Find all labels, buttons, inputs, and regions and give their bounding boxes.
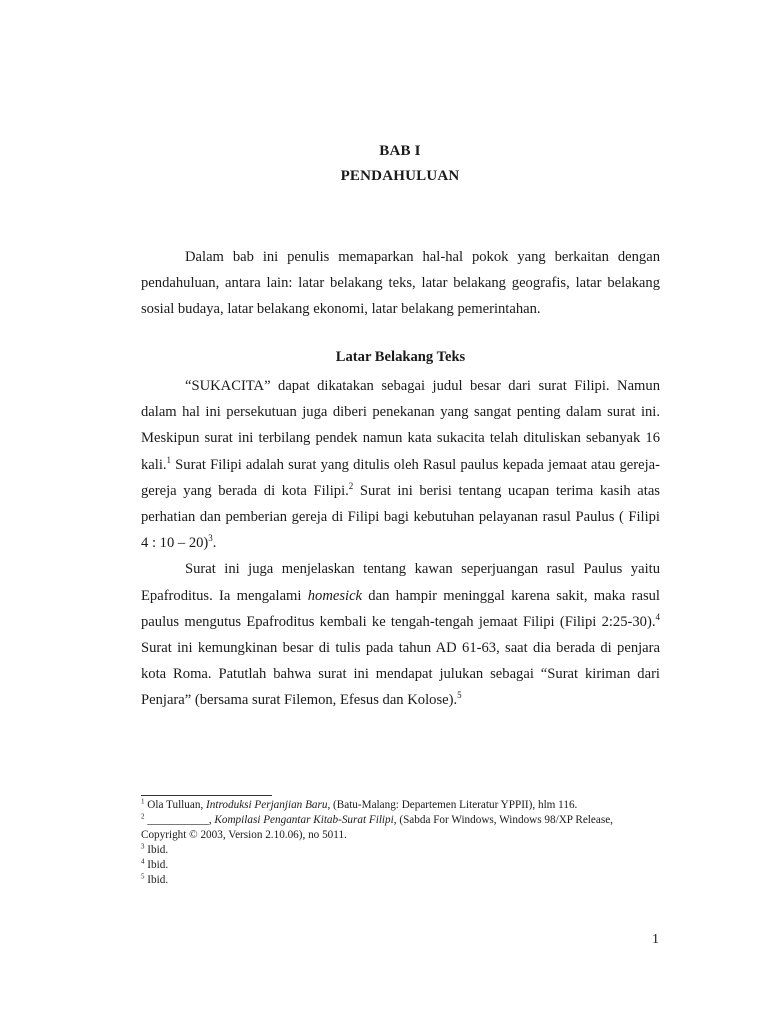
footnote-separator	[141, 795, 272, 796]
footnote-ref-5: 5	[457, 690, 462, 701]
chapter-title: PENDAHULUAN	[340, 168, 460, 184]
footnotes	[141, 798, 660, 888]
footnote-number: 2	[141, 812, 145, 821]
footnote-text: Ola Tulluan,	[144, 799, 207, 811]
footnote-text: Ibid.	[144, 844, 169, 856]
footnote-3	[141, 843, 660, 858]
paragraph-1-text-c: Surat ini berisi tentang ucapan terima kasih atas perhatian dan pemberian gereja di Filipi bagi kebutuhan pelayanan rasul Paulus ( Filipi 4 : 10 – 20)	[141, 482, 660, 552]
footnote-title: Introduksi Perjanjian Baru	[206, 799, 328, 811]
paragraph-1	[141, 373, 660, 556]
footnote-number: 4	[141, 857, 145, 866]
footnote-number: 5	[141, 872, 145, 881]
chapter-label: BAB I	[379, 143, 421, 159]
paragraph-1-text-a: “SUKACITA” dapat dikatakan sebagai judul besar dari surat Filipi. Namun dalam hal ini persekutuan juga diberi penekanan yang sangat penting dalam surat ini. Meskipun surat ini terbilang pendek namun kata sukacita telah dituliskan sebanyak 16 kali.	[141, 378, 660, 473]
section-title: Latar Belakang Teks	[335, 349, 466, 365]
footnote-5	[141, 873, 660, 888]
paragraph-1-text-d: .	[212, 535, 217, 552]
paragraph-2	[141, 556, 660, 713]
intro-text: Dalam bab ini penulis memaparkan hal-hal pokok yang berkaitan dengan pendahuluan, antara lain: latar belakang teks, latar belakang geografis, latar belakang sosial budaya, latar belakang ekonomi, latar belakang pemerintahan.	[141, 249, 660, 318]
intro-paragraph	[141, 244, 660, 323]
footnote-number: 3	[141, 842, 145, 851]
footnote-ref-3: 3	[208, 533, 213, 544]
footnote-title: Kompilasi Pengantar Kitab-Surat Filipi	[214, 814, 394, 826]
footnote-text: ___________,	[144, 814, 215, 826]
paragraph-1-text-b: Surat Filipi adalah surat yang ditulis oleh Rasul paulus kepada jemaat atau gereja-gereja yang berada di kota Filipi.	[141, 456, 660, 499]
footnote-ref-4: 4	[655, 611, 660, 622]
paragraph-2-emphasis: homesick	[307, 587, 363, 604]
footnote-ref-1: 1	[166, 454, 172, 465]
footnote-text: , (Batu-Malang: Departemen Literatur YPPII), hlm 116.	[327, 799, 578, 811]
section-body	[141, 373, 660, 714]
page-number: 1	[652, 932, 659, 947]
paragraph-2-text-b: dan hampir meninggal karena sakit, maka rasul paulus mengutus Epafroditus kembali ke tengah-tengah jemaat Filipi (Filipi 2:25-30).	[141, 587, 660, 630]
footnote-text: Ibid.	[144, 874, 169, 886]
footnote-text: , (Sabda For Windows, Windows 98/XP Release, Copyright © 2003, Version 2.10.06), no 5011.	[141, 814, 613, 841]
paragraph-2-text-c: Surat ini kemungkinan besar di tulis pada tahun AD 61-63, saat dia berada di penjara kota Roma. Patutlah bahwa surat ini mendapat julukan sebagai “Surat kiriman dari Penjara” (bersama surat Filemon, Efesus dan Kolose).	[141, 640, 660, 709]
footnote-text: Ibid.	[144, 859, 169, 871]
footnote-1	[141, 798, 660, 813]
footnote-2	[141, 813, 660, 843]
footnote-ref-2: 2	[348, 480, 354, 491]
paragraph-2-text-a: Surat ini juga menjelaskan tentang kawan seperjuangan rasul Paulus yaitu Epafroditus. Ia mengalami	[141, 561, 660, 604]
footnote-4	[141, 858, 660, 873]
footnote-number: 1	[141, 797, 145, 806]
